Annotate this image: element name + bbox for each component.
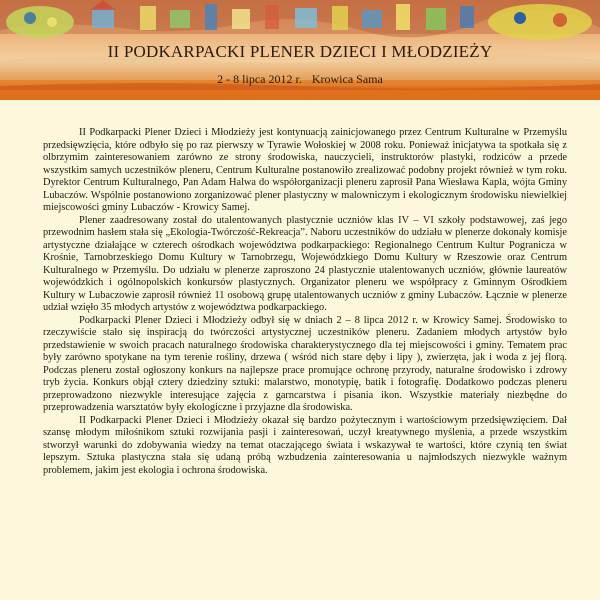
header-banner bbox=[0, 0, 600, 100]
paragraph-2: Plener zaadresowany został do utalentowanych plastycznie uczniów klas IV – VI szkoły podstawowej, zaś jego przewodnim hasłem stała się „Ekologia-Twórczość-Rekreacja”. Naboru uczestników do udziału w plenerze dokonały komisje artystyczne działające w czterech ośrodkach województwa podkarpackiego: Regionalnego Centrum Kultur Pogranicza w Krośnie, Tarnobrzeskiego Domu Kultury w Tarnobrzegu, Wojewódzkiego Domu Kultury w Rzeszowie oraz Centrum Kulturalnego w Przemyślu. Do udziału w plenerze zaproszono 24 plastycznie utalentowanych uczniów, głównie laureatów wojewódzkich i ogólnopolskich konkursów plastycznych. Organizator pleneru we współpracy z Gminnym Ośrodkiem Kultury w Lubaczowie zaprosił również 11 osobową grupę utalentowanych uczniów z gminy Lubaczów. Łącznie w plenerze udział wzięło 35 młodych artystów z województwa podkarpackiego. bbox=[43, 214, 567, 313]
paragraph-4: II Podkarpacki Plener Dzieci i Młodzieży okazał się bardzo pożytecznym i wartościowym przedsięwzięciem. Dał szansę młodym miłośnikom sztuki rozwijania pasji i zainteresowań, uczył kreatywnego myślenia, a przede wszystkim stworzył warunki do zdobywania wiedzy na temat otaczającego świata i wskazywał te wartości, które czynią ten świat lepszym. Sztuka plastyczna stała się udaną próbą wzbudzenia zainteresowania u najmłodszych niezwykle ważnym problemem, jakim jest ekologia i ochrona środowiska. bbox=[43, 414, 567, 476]
paragraph-3: Podkarpacki Plener Dzieci i Młodzieży odbył się w dniach 2 – 8 lipca 2012 r. w Krowicy Samej. Środowisko to rzeczywiście stało się inspiracją do twórczości artystycznej uczestników pleneru. Zadaniem młodych artystów było przedstawienie w swoich pracach naturalnego środowiska charakterystycznego dla tej miejscowości i gminy. Tematem prac były zarówno spotykane na tym terenie rośliny, drzewa ( wśród nich stare dęby i lipy ), zwierzęta, jak i woda z jej florą. Podczas pleneru został ogłoszony konkurs na najlepsze prace promujące ochronę przyrody, naturalne środowisko i zdrowy tryb życia. Konkurs objął cztery dziedziny sztuki: malarstwo, monotypię, batik i fotografię. Dodatkowo podczas pleneru przeprowadzono niezwykle interesujące zajęcia z garncarstwa i pisania ikon. Wszystkie materiały niezbędne do przeprowadzenia warsztatów były ekologiczne i przyjazne dla środowiska. bbox=[43, 314, 567, 413]
event-dates-location bbox=[0, 72, 600, 87]
page-title: II PODKARPACKI PLENER DZIECI I MŁODZIEŻY bbox=[107, 42, 493, 61]
article-body bbox=[43, 127, 567, 477]
event-location: Krowica Sama bbox=[311, 72, 383, 86]
event-dates: 2 - 8 lipca 2012 r. bbox=[217, 72, 302, 86]
paragraph-1: II Podkarpacki Plener Dzieci i Młodzieży jest kontynuacją zainicjowanego przez Centrum Kulturalne w Przemyślu przedsięwzięcia, które odbyło się po raz pierwszy w Tyrawie Wołoskiej w 2008 roku. Ponieważ inicjatywa ta spotkała się z olbrzymim zainteresowaniem zarówno ze strony środowiska, nauczycieli, instruktorów plastyki, rodziców a przede wszystkim samych uczestników pleneru, Centrum Kulturalne postanowiło zrealizować podobny projekt również w tym roku. Dyrektor Centrum Kulturalnego, Pan Adam Halwa do współorganizacji pleneru zaprosił Pana Wiesława Kapla, wójta Gminy Lubaczów. Wspólnie postanowiono zorganizować plener plastyczny w malowniczym i ekologicznym środowisku niewielkiej miejscowości gminy Lubaczów - Krowicy Samej. bbox=[43, 127, 567, 213]
